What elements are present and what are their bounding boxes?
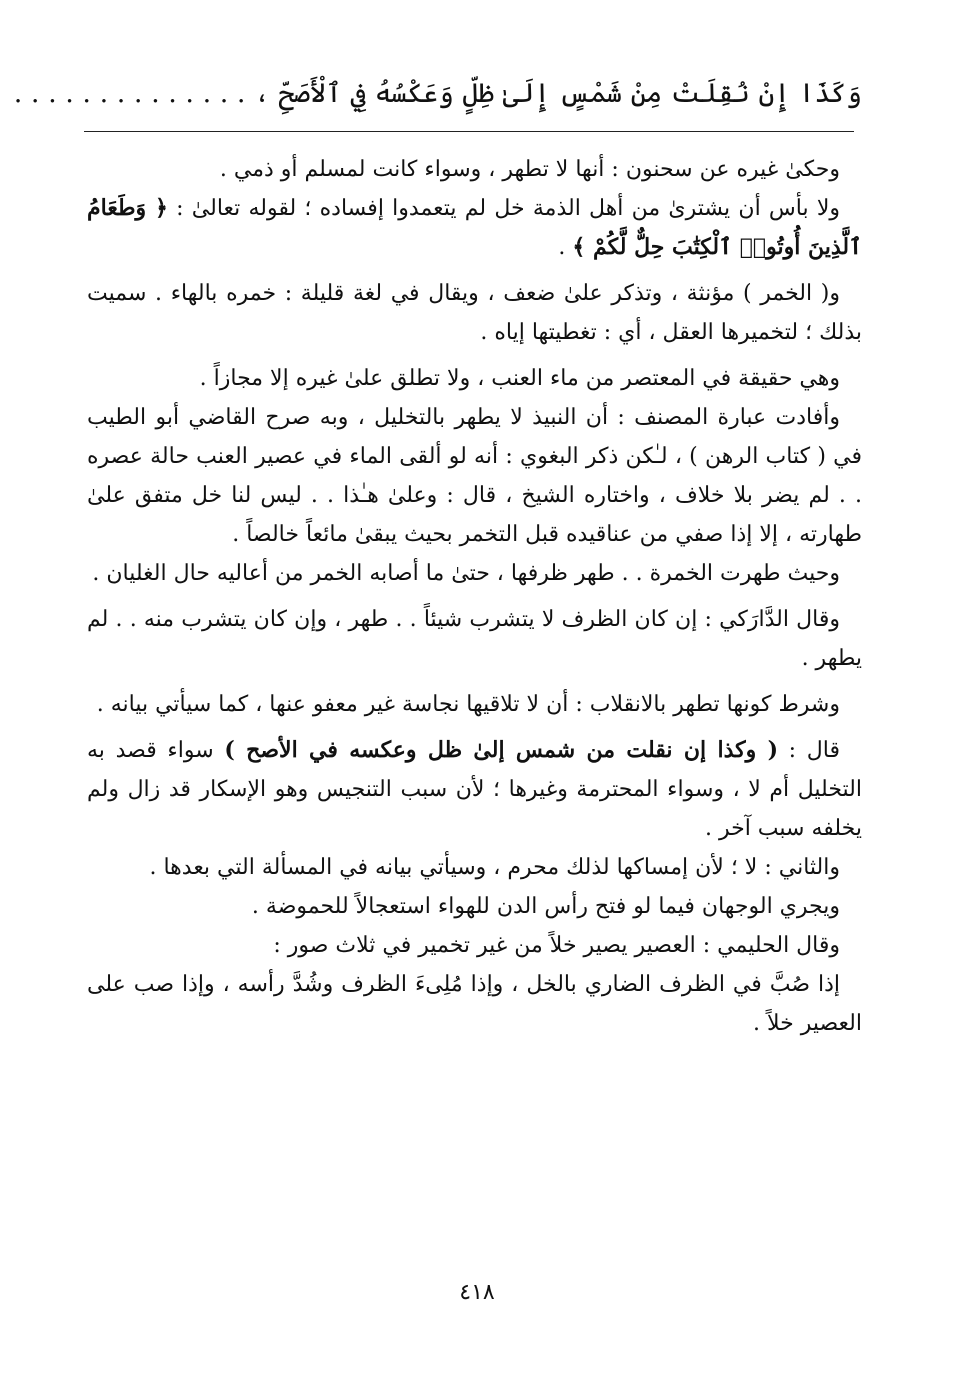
commentary-body	[87, 150, 862, 1043]
paragraph-9-text: سواء قصد به التخليل أم لا ، وسواء المحترمة وغيرها ؛ لأن سبب التنجيس وهو الإسكار قد زال ولم يخلفه سبب آخر .	[87, 738, 862, 841]
paragraph-9-lead: قال :	[788, 738, 840, 763]
paragraph-9	[87, 731, 862, 848]
quran-verse: ﴿ وَطَعَامُ ٱلَّذِينَ أُوتُوا۟ ٱلْكِتَٰبَ حِلٌّ لَّكُمْ ﴾	[87, 195, 862, 260]
paragraph-6: وحيث طهرت الخمرة . . طهر ظرفها ، حتىٰ ما أصابه الخمر من أعاليه حال الغليان .	[92, 561, 840, 586]
paragraph-2-end: .	[558, 235, 566, 260]
paragraph-10: والثاني : لا ؛ لأن إمساكها لذلك محرم ، وسيأتي بيانه في المسألة التي بعدها .	[149, 855, 840, 880]
paragraph-2-text: ولا بأس أن يشترىٰ من أهل الذمة خل لم يتعمدوا إفساده ؛ لقوله تعالىٰ :	[176, 196, 841, 221]
paragraph-11: ويجري الوجهان فيما لو فتح رأس الدن للهواء استعجالاً للحموضة .	[251, 894, 840, 919]
paragraph-1: وحكىٰ غيره عن سحنون : أنها لا تطهر ، وسواء كانت لمسلم أو ذمي .	[219, 157, 840, 182]
paragraph-7: وقال الدَّارَكي : إن كان الظرف لا يتشرب شيئاً . . طهر ، وإن كان يتشرب منه . . لم يطهر .	[87, 607, 862, 671]
paragraph-5: وأفادت عبارة المصنف : أن النبيذ لا يطهر بالتخليل ، وبه صرح القاضي أبو الطيب في ( كتاب الرهن ) ، لـٰكن ذكر البغوي : أنه لو ألقى الماء في عصير العنب حالة عصره . . لم يضر بلا خلاف ، واختاره الشيخ ، قال : وعلىٰ هـٰذا . . ليس لنا خل متفق علىٰ طهارته ، إلا إذا صفي من عناقيده قبل التخمر بحيث يبقىٰ مائعاً خالصاً .	[87, 405, 862, 547]
matn-heading	[13, 74, 862, 114]
paragraph-2	[87, 189, 862, 267]
paragraph-3: و( الخمر ) مؤنثة ، وتذكر علىٰ ضعف ، ويقال في لغة قليلة : خمره بالهاء . سميت بذلك ؛ لتخميرها العقل ، أي : تغطيتها إياه .	[87, 281, 862, 345]
quoted-matn: ( وكذا إن نقلت من شمس إلىٰ ظل وعكسه في الأصح )	[224, 737, 778, 763]
paragraph-8: وشرط كونها تطهر بالانقلاب : أن لا تلاقيها نجاسة غير معفو عنها ، كما سيأتي بيانه .	[96, 692, 840, 717]
paragraph-12: وقال الحليمي : العصير يصير خلاً من غير تخمير في ثلاث صور :	[273, 933, 840, 958]
page-number: ٤١٨	[459, 1280, 495, 1305]
paragraph-13: إذا صُبَّ في الظرف الضاري بالخل ، وإذا مُلِىءَ الظرف وشُدَّ رأسه ، وإذا صب على العصير خلاً .	[87, 972, 862, 1036]
paragraph-4: وهي حقيقة في المعتصر من ماء العنب ، ولا تطلق علىٰ غيره إلا مجازاً .	[199, 366, 840, 391]
matn-text: وَكَذَا إِنْ نُقِلَتْ مِنْ شَمْسٍ إِلَىٰ ظِلٍّ وَعَكْسُهُ فِي ٱلْأَصَحِّ ،	[254, 78, 862, 109]
matn-dots: . . . . . . . . . . . . . .	[13, 78, 246, 109]
matn-separator-rule	[84, 131, 854, 132]
